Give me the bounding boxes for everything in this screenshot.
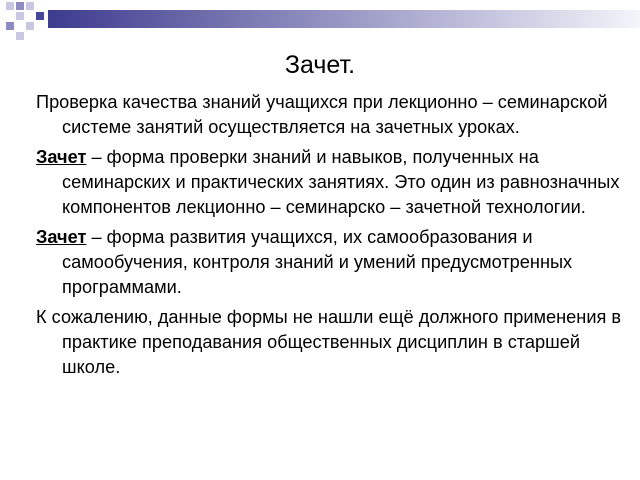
decor-square	[6, 22, 14, 30]
decor-square	[16, 32, 24, 40]
paragraph-text: Проверка качества знаний учащихся при лекционно – семинарской системе занятий осуществляется на зачетных уроках.	[36, 92, 608, 137]
decor-square	[16, 2, 24, 10]
paragraph-definition-check	[36, 145, 626, 220]
slide-body	[36, 90, 626, 385]
paragraph-text: – форма развития учащихся, их самообразования и самообучения, контроля знаний и умений предусмотренных программами.	[62, 227, 573, 297]
paragraph-conclusion	[36, 305, 626, 380]
slide-title: Зачет.	[284, 51, 356, 79]
term-zachet: Зачет	[36, 227, 87, 247]
header-decoration	[0, 0, 640, 40]
decor-square	[36, 12, 44, 20]
decor-square	[6, 2, 14, 10]
term-zachet: Зачет	[36, 147, 87, 167]
paragraph-intro	[36, 90, 626, 140]
decor-square	[26, 2, 34, 10]
paragraph-text: К сожалению, данные формы не нашли ещё должного применения в практике преподавания общественных дисциплин в старшей школе.	[36, 307, 622, 377]
decor-square	[26, 22, 34, 30]
paragraph-definition-development	[36, 225, 626, 300]
paragraph-text: – форма проверки знаний и навыков, полученных на семинарских и практических занятиях. Это один из равнозначных компонентов лекционно – семинарско – зачетной технологии.	[62, 147, 620, 217]
decor-square	[16, 12, 24, 20]
gradient-band	[48, 10, 640, 28]
